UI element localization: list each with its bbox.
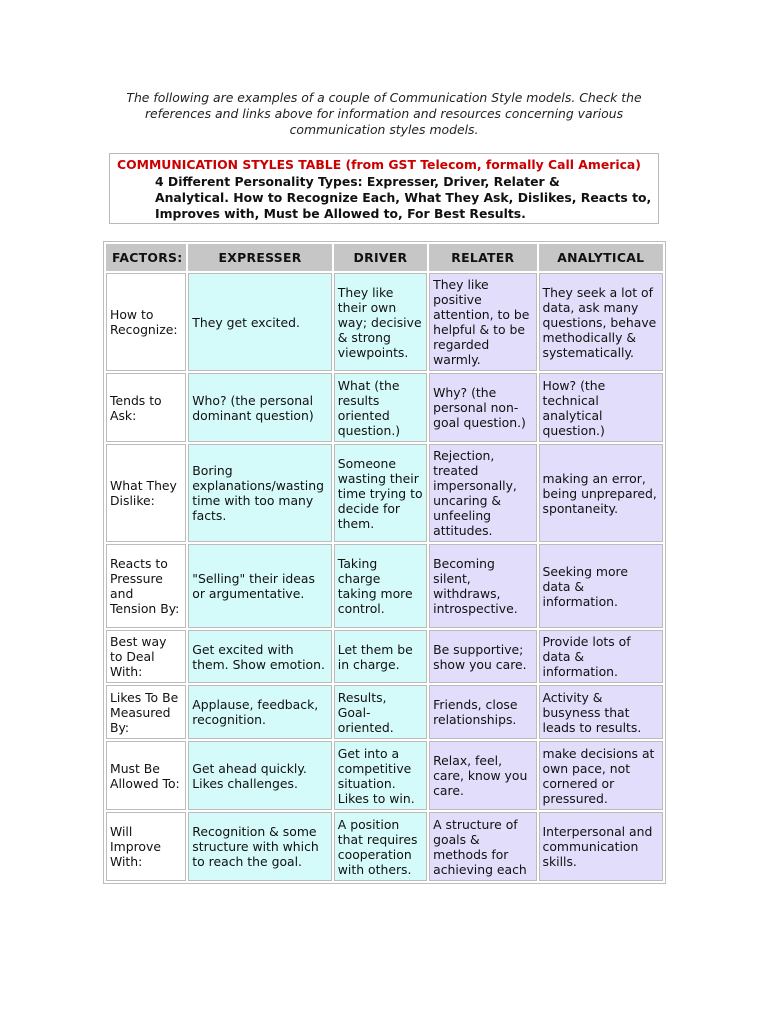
expresser-cell: Get ahead quickly. Likes challenges. — [188, 741, 332, 810]
expresser-cell: "Selling" their ideas or argumentative. — [188, 544, 332, 628]
relater-cell: Why? (the personal non-goal question.) — [429, 373, 536, 442]
analytical-cell: make decisions at own pace, not cornered or pressured. — [539, 741, 663, 810]
factor-cell: Will Improve With: — [106, 812, 186, 881]
table-title-box — [109, 153, 659, 224]
expresser-cell: Boring explanations/wasting time with too many facts. — [188, 444, 332, 542]
table-row — [106, 630, 663, 683]
relater-cell: Be supportive; show you care. — [429, 630, 536, 683]
factor-cell: Likes To Be Measured By: — [106, 685, 186, 739]
description-line: Analytical. How to Recognize Each, What They Ask, Dislikes, Reacts to, — [155, 190, 652, 205]
table-row — [106, 373, 663, 442]
relater-cell: Friends, close relationships. — [429, 685, 536, 739]
analytical-cell: making an error, being unprepared, spontaneity. — [539, 444, 663, 542]
relater-cell: A structure of goals & methods for achieving each — [429, 812, 536, 881]
driver-cell: What (the results oriented question.) — [334, 373, 427, 442]
analytical-cell: Seeking more data & information. — [539, 544, 663, 628]
intro-line: The following are examples of a couple of Communication Style models. Check the — [126, 90, 642, 105]
relater-cell: Relax, feel, care, know you care. — [429, 741, 536, 810]
expresser-cell: Applause, feedback, recognition. — [188, 685, 332, 739]
driver-cell: They like their own way; decisive & strong viewpoints. — [334, 273, 427, 371]
intro-paragraph — [110, 90, 658, 138]
table-title-description — [155, 174, 655, 222]
factor-cell: How to Recognize: — [106, 273, 186, 371]
driver-cell: Results, Goal-oriented. — [334, 685, 427, 739]
driver-cell: Get into a competitive situation. Likes to win. — [334, 741, 427, 810]
analytical-cell: Interpersonal and communication skills. — [539, 812, 663, 881]
driver-cell: A position that requires cooperation with others. — [334, 812, 427, 881]
driver-cell: Let them be in charge. — [334, 630, 427, 683]
relater-cell: Becoming silent, withdraws, introspective. — [429, 544, 536, 628]
table-row — [106, 741, 663, 810]
factor-cell: Tends to Ask: — [106, 373, 186, 442]
analytical-cell: Activity & busyness that leads to results. — [539, 685, 663, 739]
driver-cell: Someone wasting their time trying to decide for them. — [334, 444, 427, 542]
driver-cell: Taking charge taking more control. — [334, 544, 427, 628]
table-row — [106, 685, 663, 739]
factor-cell: What They Dislike: — [106, 444, 186, 542]
description-line: 4 Different Personality Types: Expresser, Driver, Relater & — [155, 174, 560, 189]
table-header-row — [106, 244, 663, 271]
analytical-cell: How? (the technical analytical question.) — [539, 373, 663, 442]
analytical-cell: They seek a lot of data, ask many questions, behave methodically & systematically. — [539, 273, 663, 371]
header-driver: DRIVER — [334, 244, 427, 271]
table-row — [106, 273, 663, 371]
analytical-cell: Provide lots of data & information. — [539, 630, 663, 683]
relater-cell: Rejection, treated impersonally, uncaring & unfeeling attitudes. — [429, 444, 536, 542]
table-title-heading: COMMUNICATION STYLES TABLE (from GST Telecom, formally Call America) — [117, 157, 641, 172]
header-relater: RELATER — [429, 244, 536, 271]
expresser-cell: Recognition & some structure with which to reach the goal. — [188, 812, 332, 881]
factor-cell: Reacts to Pressure and Tension By: — [106, 544, 186, 628]
intro-line: communication styles models. — [289, 122, 479, 137]
table-row — [106, 444, 663, 542]
communication-styles-table — [103, 241, 666, 884]
table-row — [106, 812, 663, 881]
expresser-cell: They get excited. — [188, 273, 332, 371]
factor-cell: Must Be Allowed To: — [106, 741, 186, 810]
table-row — [106, 544, 663, 628]
intro-line: references and links above for information and resources concerning various — [144, 106, 624, 121]
header-factors: FACTORS: — [106, 244, 186, 271]
expresser-cell: Who? (the personal dominant question) — [188, 373, 332, 442]
header-expresser: EXPRESSER — [188, 244, 332, 271]
factor-cell: Best way to Deal With: — [106, 630, 186, 683]
expresser-cell: Get excited with them. Show emotion. — [188, 630, 332, 683]
header-analytical: ANALYTICAL — [539, 244, 663, 271]
description-line: Improves with, Must be Allowed to, For Best Results. — [155, 206, 526, 221]
relater-cell: They like positive attention, to be helpful & to be regarded warmly. — [429, 273, 536, 371]
